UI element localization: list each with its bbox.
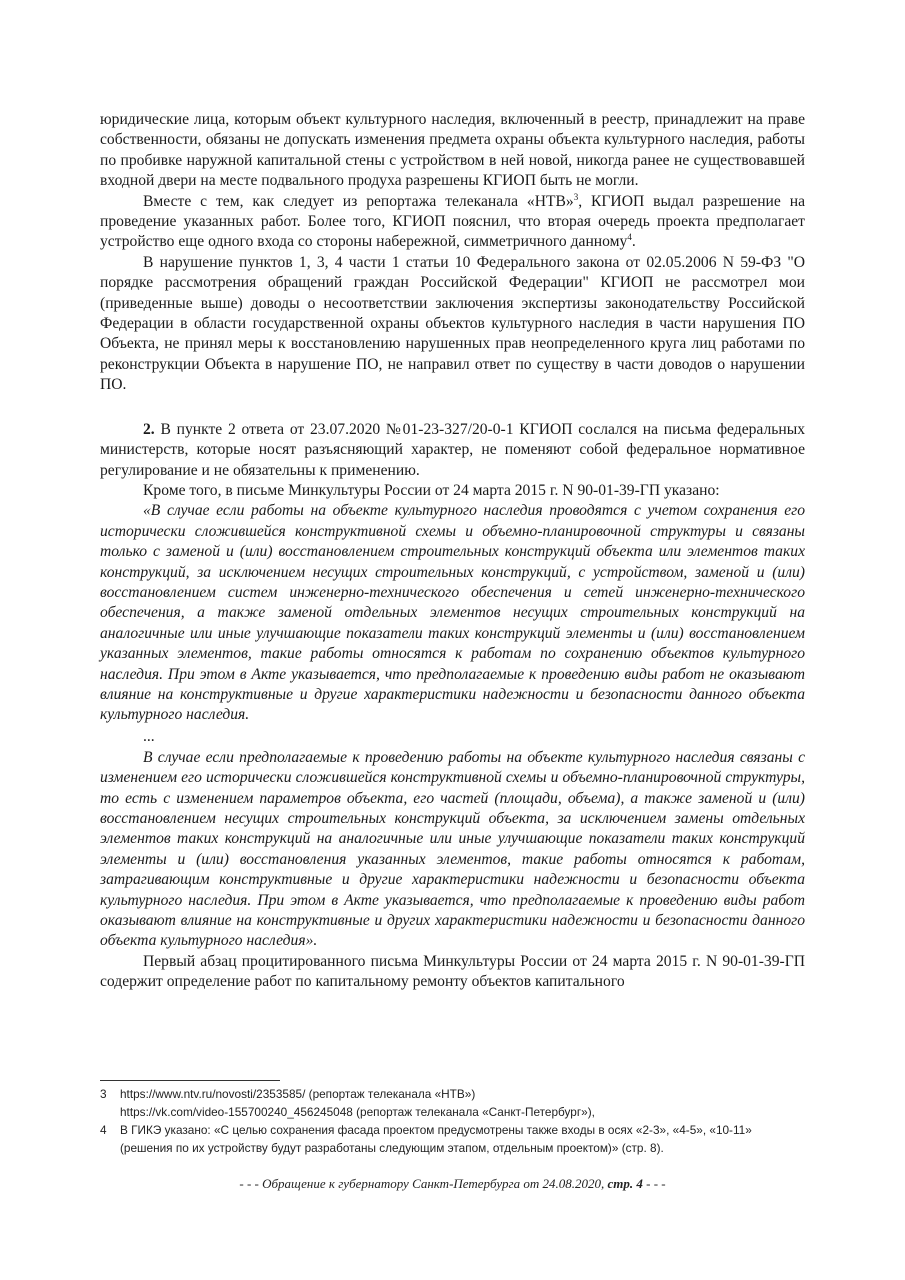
- paragraph-2-rest: , КГИОП выдал разрешение на проведение указанных работ. Более того, КГИОП пояснил, что вторая очередь проекта предполагает устройство еще одного входа со стороны набережной, симметричного данному: [100, 192, 805, 251]
- paragraph-5: Кроме того, в письме Минкультуры России от 24 марта 2015 г. N 90-01-39-ГП указано:: [143, 481, 720, 499]
- section-number: 2.: [143, 420, 155, 438]
- footer-text: - - - Обращение к губернатору Санкт-Петербурга от 24.08.2020,: [239, 1176, 608, 1191]
- footnote-divider: [100, 1080, 280, 1081]
- paragraph-4-text: В пункте 2 ответа от 23.07.2020 №01-23-327/20-0-1 КГИОП сослался на письма федеральных министерств, которые носят разъясняющий характер, не поменяют собой федеральное нормативное регулирование и не обязательны к применению.: [100, 420, 805, 479]
- footnote-4: [100, 1121, 805, 1157]
- quote-1: «В случае если работы на объекте культурного наследия проводятся с учетом сохранения его исторически сложившейся конструктивной схемы и объемно-планировочной структуры и связаны только с заменой и (или) восстановлением строительных конструкций объекта или элементов таких конструкций, за исключением несущих строительных конструкций, с устройством, заменой и (или) восстановлением систем инженерно-технического обеспечения и сетей инженерно-технического обеспечения, а также заменой отдельных элементов несущих строительных конструкций на аналогичные или иные улучшающие показатели таких конструкций элементы и (или) восстановлением указанных элементов, такие работы относятся к работам по сохранению объектов культурного наследия. При этом в Акте указывается, что предполагаемые к проведению виды работ не оказывают влияние на конструктивные и другие характеристики надежности и безопасности данного объекта культурного наследия.: [100, 502, 805, 724]
- quote-2: В случае если предполагаемые к проведению работы на объекте культурного наследия связаны с изменением его исторически сложившейся конструктивной схемы и объемно-планировочной структуры, то есть с изменением параметров объекта, его частей (площади, объема), а также заменой и (или) восстановлением несущих строительных конструкций объекта, за исключением замены отдельных элементов таких конструкций на аналогичные или иные улучшающие показатели таких конструкций элементы и (или) восстановления указанных элементов, такие работы относятся к работам, затрагивающим конструктивные и другие характеристики надежности и безопасности объекта культурного наследия. При этом в Акте указывается, что предполагаемые к проведению виды работ оказывают влияние на конструктивные и других характеристики надежности и безопасности данного объекта культурного наследия».: [100, 748, 805, 950]
- footnote-ref-3[interactable]: 3: [573, 191, 579, 202]
- quote-ellipsis: ...: [143, 727, 155, 745]
- paragraph-2-text: Вместе с тем, как следует из репортажа телеканала «НТВ»: [143, 192, 574, 210]
- page-footer: [100, 1176, 805, 1192]
- footer-tail: - - -: [642, 1176, 666, 1191]
- paragraph-2-end: .: [631, 233, 636, 251]
- page-number: стр. 4: [607, 1176, 643, 1191]
- footnote-ref-4[interactable]: 4: [627, 232, 632, 243]
- paragraph-3: В нарушение пунктов 1, 3, 4 части 1 статьи 10 Федерального закона от 02.05.2006 N 59-ФЗ "О порядке рассмотрения обращений граждан Российской Федерации" КГИОП не рассмотрел мои (приведенные выше) доводы о несоответствии заключения экспертизы законодательству Российской Федерации в области государственной охраны объектов культурного наследия в части нарушения ПО Объекта, не принял меры к восстановлению нарушенных прав неопределенного круга лиц работами по реконструкции Объекта в нарушение ПО, не направил ответ по существу в части доводов о нарушении ПО.: [100, 253, 805, 394]
- paragraph-2: [100, 192, 805, 253]
- footnote-text: В ГИКЭ указано: «С целью сохранения фасада проектом предусмотрены также входы в осях «2-3», «4-5», «10-11» (решения по их устройству будут разработаны следующим этапом, отдельным проектом)» (стр. 8).: [120, 1123, 752, 1155]
- footnote-number: 3: [100, 1087, 107, 1101]
- paragraph-1: юридические лица, которым объект культурного наследия, включенный в реестр, принадлежит на праве собственности, обязаны не допускать изменения предмета охраны объекта культурного наследия, работы по пробивке наружной капитальной стены с устройством в ней новой, никогда ранее не существовавшей входной двери на месте подвального продуха разрешены КГИОП быть не могли.: [100, 111, 805, 190]
- document-body: [100, 110, 805, 993]
- footnote-link-ntv[interactable]: https://www.ntv.ru/novosti/2353585/ (репортаж телеканала «НТВ»): [120, 1087, 476, 1101]
- footnote-link-vk[interactable]: https://vk.com/video-155700240_456245048 (репортаж телеканала «Санкт-Петербург»),: [120, 1105, 595, 1119]
- footnote-number: 4: [100, 1123, 107, 1137]
- paragraph-4: [100, 420, 805, 481]
- footnotes: [100, 1080, 805, 1157]
- footnote-3: [100, 1085, 805, 1121]
- paragraph-6: Первый абзац процитированного письма Минкультуры России от 24 марта 2015 г. N 90-01-39-ГП содержит определение работ по капитальному ремонту объектов капитального: [100, 952, 805, 991]
